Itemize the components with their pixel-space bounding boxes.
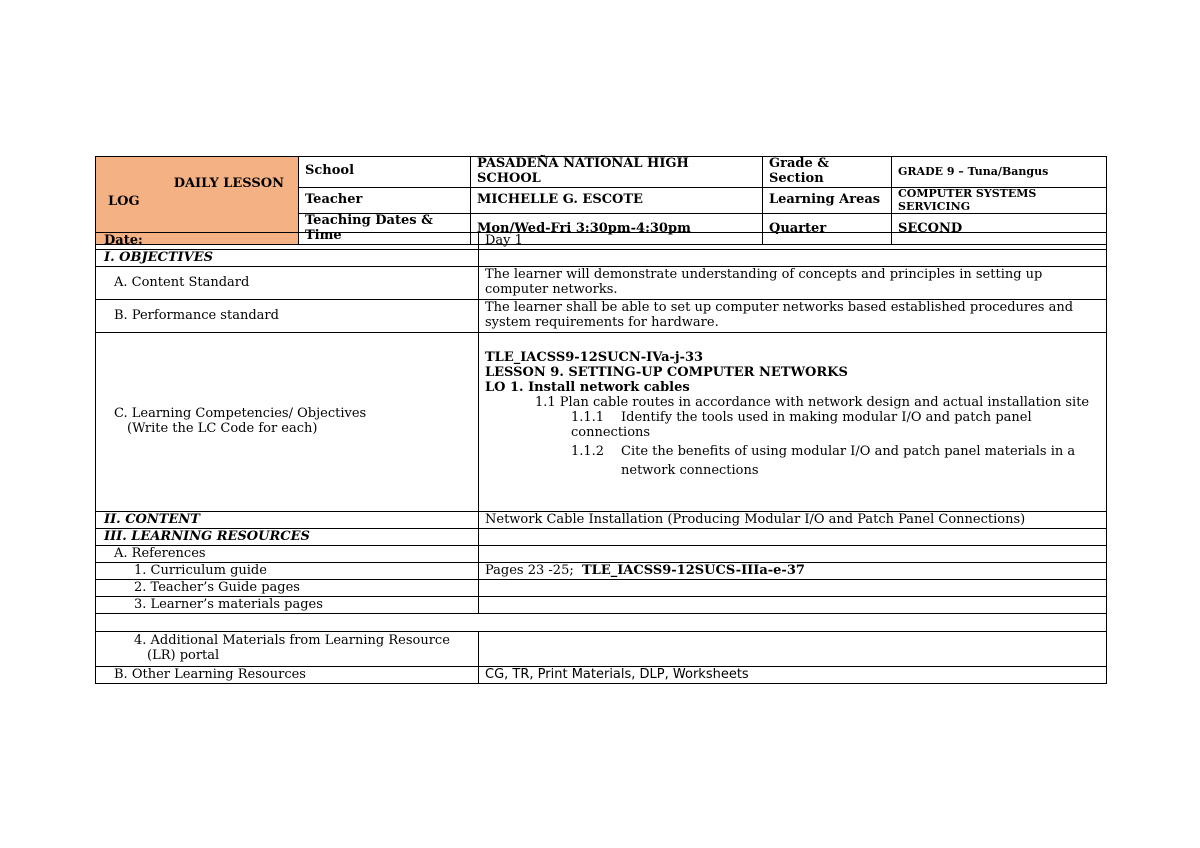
lo-title: LO 1. Install network cables xyxy=(485,379,690,395)
performance-standard-label: B. Performance standard xyxy=(96,300,479,333)
item-1-1: 1.1 Plan cable routes in accordance with network design and actual installation site xyxy=(535,394,1090,410)
objectives-heading: I. OBJECTIVES xyxy=(96,250,479,267)
date-value: Day 1 xyxy=(479,233,1107,250)
content-value: Network Cable Installation (Producing Modular I/O and Patch Panel Connections) xyxy=(479,512,1107,529)
item-1-1-2-cont: network connections xyxy=(621,462,759,478)
areas-label: Learning Areas xyxy=(763,187,892,213)
spacer-row xyxy=(96,614,1107,632)
school-value: PASADEÑA NATIONAL HIGH SCHOOL xyxy=(471,157,763,188)
performance-standard-value: The learner shall be able to set up computer networks based established procedures and system requirements for hardware. xyxy=(479,300,1107,333)
teachers-guide-label: 2. Teacher’s Guide pages xyxy=(96,580,479,597)
lesson-table xyxy=(95,232,1107,684)
other-resources-label: B. Other Learning Resources xyxy=(96,667,479,684)
item-1-1-1-num: 1.1.1 xyxy=(571,409,605,425)
additional-materials-label xyxy=(96,632,479,667)
resources-heading: III. LEARNING RESOURCES xyxy=(96,529,479,546)
additional-line1: 4. Additional Materials from Learning Resource xyxy=(134,633,450,649)
item-1-1-2-num: 1.1.2 xyxy=(571,443,605,459)
teacher-label: Teacher xyxy=(299,187,471,213)
other-resources-value: CG, TR, Print Materials, DLP, Worksheets xyxy=(479,667,1107,684)
quarter-label: Quarter xyxy=(763,214,892,245)
learners-materials-empty xyxy=(479,597,1107,614)
lc-code: TLE_IACSS9-12SUCN-IVa-j-33 xyxy=(485,350,704,365)
references-label: A. References xyxy=(96,546,479,563)
item-1-1-1 xyxy=(485,411,1100,441)
additional-line2: (LR) portal xyxy=(147,648,220,663)
curriculum-pages: Pages 23 -25; xyxy=(485,562,574,578)
school-label: School xyxy=(299,157,471,188)
competencies-label xyxy=(96,333,479,512)
content-standard-label: A. Content Standard xyxy=(96,267,479,300)
references-empty xyxy=(479,546,1107,563)
competencies-label-line1: C. Learning Competencies/ Objectives xyxy=(114,406,367,422)
competencies-label-line2: (Write the LC Code for each) xyxy=(127,421,318,436)
quarter-value: SECOND xyxy=(892,214,1107,245)
objectives-empty xyxy=(479,250,1107,267)
date-label: Date: xyxy=(96,233,479,250)
competencies-value xyxy=(479,333,1107,512)
content-heading: II. CONTENT xyxy=(96,512,479,529)
areas-value: COMPUTER SYSTEMS SERVICING xyxy=(892,187,1107,213)
grade-label: Grade & Section xyxy=(763,157,892,188)
teacher-value: MICHELLE G. ESCOTE xyxy=(471,187,763,213)
resources-empty xyxy=(479,529,1107,546)
content-standard-value: The learner will demonstrate understanding of concepts and principles in setting up computer networks. xyxy=(479,267,1107,300)
dll-title-line1: DAILY LESSON xyxy=(173,176,284,191)
curriculum-guide-label: 1. Curriculum guide xyxy=(96,563,479,580)
dll-title-line2: LOG xyxy=(108,194,140,209)
item-1-1-1-text: Identify the tools used in making modular I/O and patch panel connections xyxy=(571,409,1032,440)
curriculum-code: TLE_IACSS9-12SUCS-IIIa-e-37 xyxy=(582,562,805,578)
curriculum-guide-value xyxy=(479,563,1107,580)
teachers-guide-empty xyxy=(479,580,1107,597)
learners-materials-label: 3. Learner’s materials pages xyxy=(96,597,479,614)
item-1-1-2-text: Cite the benefits of using modular I/O and patch panel materials in a xyxy=(621,443,1076,459)
additional-materials-empty xyxy=(479,632,1107,667)
item-1-1-2 xyxy=(485,445,1100,460)
lesson-title: LESSON 9. SETTING-UP COMPUTER NETWORKS xyxy=(485,364,848,380)
dates-value: Mon/Wed-Fri 3:30pm-4:30pm xyxy=(471,214,763,245)
dates-label: Teaching Dates & Time xyxy=(299,214,471,245)
grade-value: GRADE 9 – Tuna/Bangus xyxy=(892,157,1107,188)
